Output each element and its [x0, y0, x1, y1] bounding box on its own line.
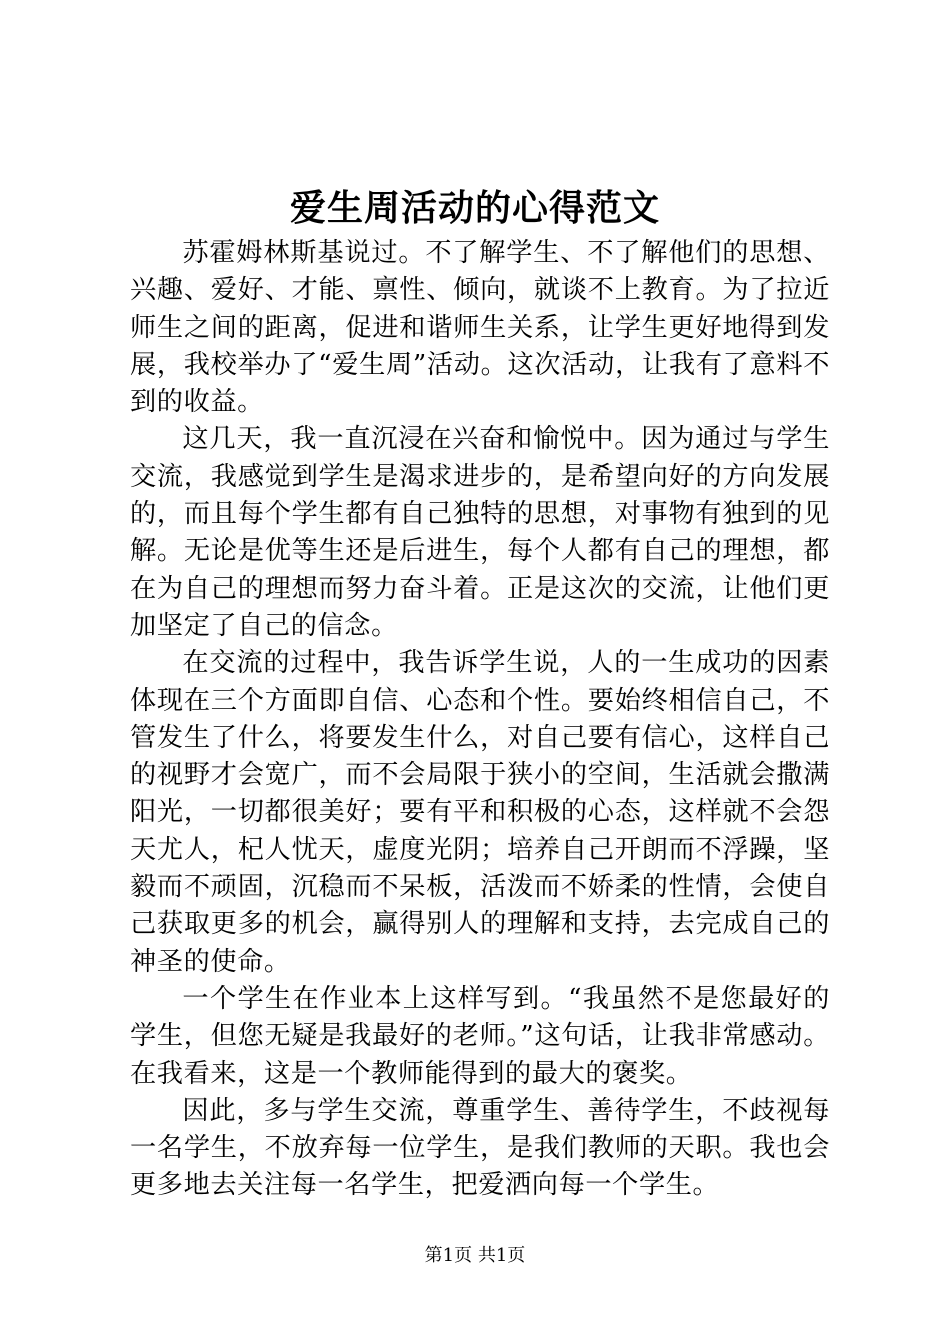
paragraph: 因此，多与学生交流，尊重学生、善待学生，不歧视每一名学生，不放弃每一位学生，是我们教师的天职。我也会更多地去关注每一名学生，把爱洒向每一个学生。	[130, 1095, 830, 1201]
paragraph: 苏霍姆林斯基说过。不了解学生、不了解他们的思想、兴趣、爱好、才能、禀性、倾向，就谈不上教育。为了拉近师生之间的距离，促进和谐师生关系，让学生更好地得到发展，我校举办了“爱生周”活动。这次活动，让我有了意料不到的收益。	[130, 238, 830, 418]
page-footer-indicator: 第1页 共1页	[424, 1245, 526, 1266]
document-body	[130, 235, 830, 1205]
paragraph: 这几天，我一直沉浸在兴奋和愉悦中。因为通过与学生交流，我感觉到学生是渴求进步的，是希望向好的方向发展的，而且每个学生都有自己独特的思想，对事物有独到的见解。无论是优等生还是后进生，每个人都有自己的理想，都在为自己的理想而努力奋斗着。正是这次的交流，让他们更加坚定了自己的信念。	[130, 424, 830, 641]
document-title: 爱生周活动的心得范文	[289, 187, 660, 229]
paragraph: 在交流的过程中，我告诉学生说，人的一生成功的因素体现在三个方面即自信、心态和个性。要始终相信自己，不管发生了什么，将要发生什么，对自己要有信心，这样自己的视野才会宽广，而不会局限于狭小的空间，生活就会撒满阳光，一切都很美好；要有平和积极的心态，这样就不会怨天尤人，杞人忧天，虚度光阴；培养自己开朗而不浮躁，坚毅而不顽固，沉稳而不呆板，活泼而不娇柔的性情，会使自己获取更多的机会，赢得别人的理解和支持，去完成自己的神圣的使命。	[130, 648, 830, 977]
paragraph: 一个学生在作业本上这样写到。“我虽然不是您最好的学生，但您无疑是我最好的老师。”这句话，让我非常感动。在我看来，这是一个教师能得到的最大的褒奖。	[130, 983, 830, 1089]
